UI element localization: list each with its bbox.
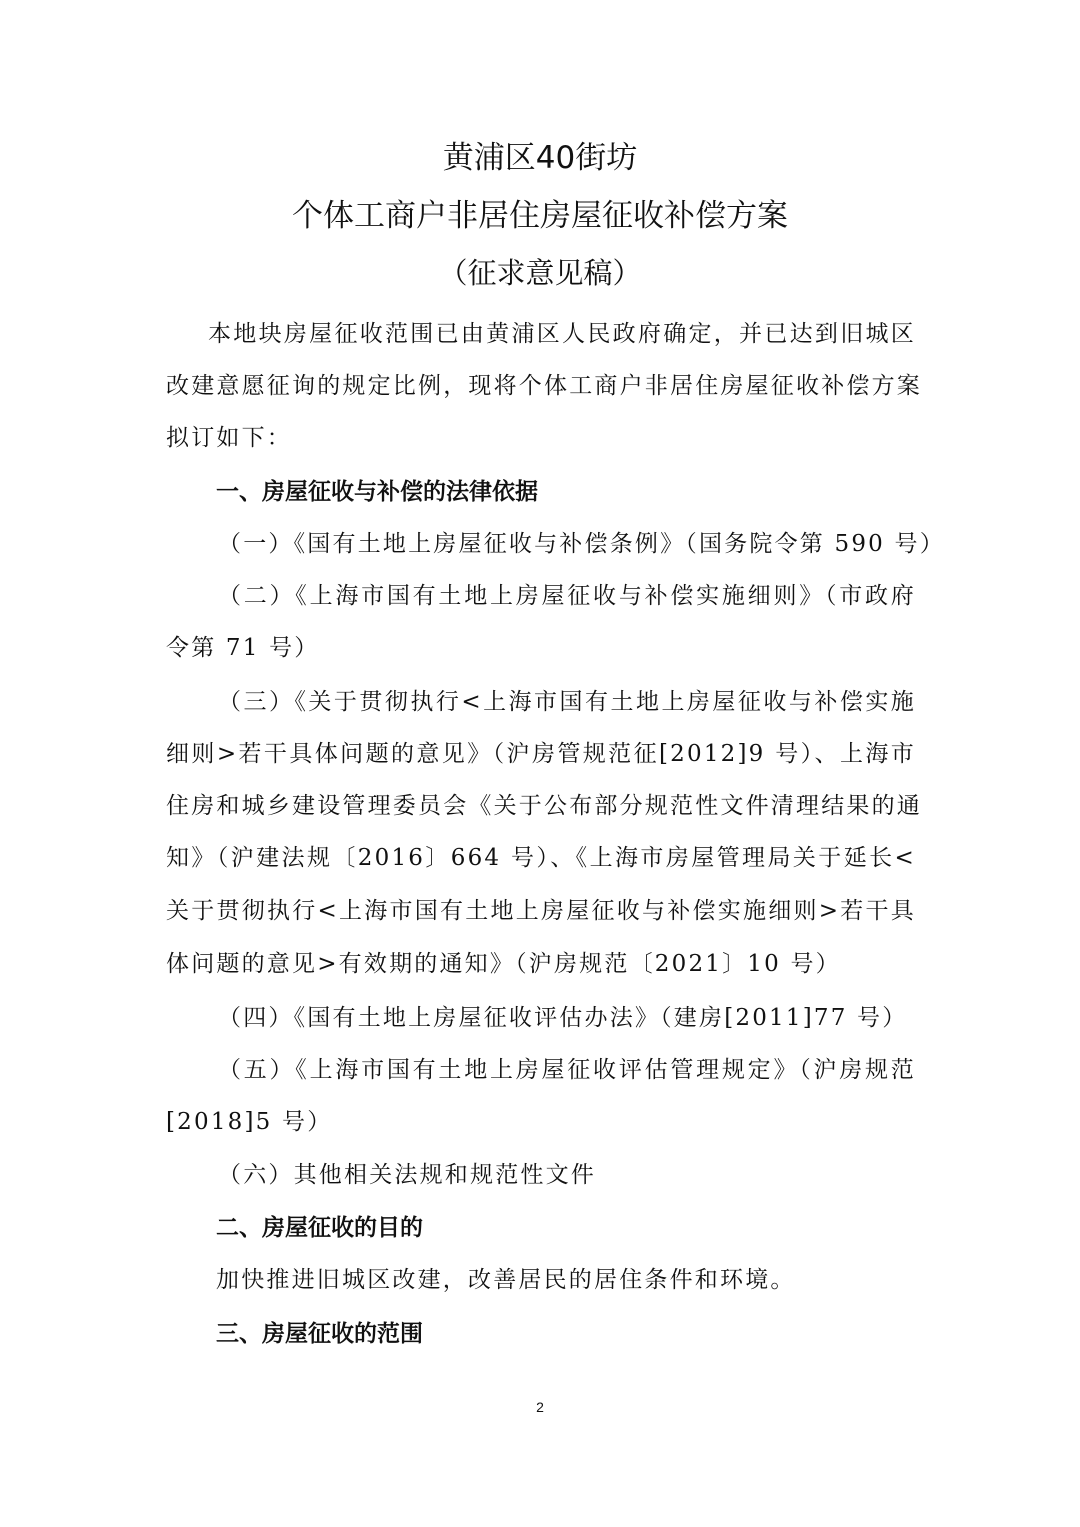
law-item-2-line-1: （二）《上海市国有土地上房屋征收与补偿实施细则》（市政府 <box>218 583 916 609</box>
intro-line-3: 拟订如下： <box>166 425 292 451</box>
intro-line-1: 本地块房屋征收范围已由黄浦区人民政府确定，并已达到旧城区 <box>208 321 916 347</box>
law-item-1: （一）《国有土地上房屋征收与补偿条例》（国务院令第 590 号） <box>218 531 945 557</box>
intro-line-2: 改建意愿征询的规定比例，现将个体工商户非居住房屋征收补偿方案 <box>166 373 922 399</box>
law-item-3-line-1: （三）《关于贯彻执行<上海市国有土地上房屋征收与补偿实施 <box>218 689 916 715</box>
law-item-6: （六）其他相关法规和规范性文件 <box>218 1162 596 1188</box>
law-item-2-line-2: 令第 71 号） <box>166 635 320 661</box>
law-item-3-line-3: 住房和城乡建设管理委员会《关于公布部分规范性文件清理结果的通 <box>166 793 922 819</box>
law-item-3-line-4: 知》（沪建法规〔2016〕664 号）、《上海市房屋管理局关于延长< <box>166 845 916 871</box>
law-item-3-line-5: 关于贯彻执行<上海市国有土地上房屋征收与补偿实施细则>若干具 <box>166 898 916 924</box>
law-item-4: （四）《国有土地上房屋征收评估办法》（建房[2011]77 号） <box>218 1005 908 1031</box>
section2-text: 加快推进旧城区改建，改善居民的居住条件和环境。 <box>216 1267 796 1293</box>
section2-heading: 二、房屋征收的目的 <box>216 1215 423 1241</box>
page-number: 2 <box>536 1399 544 1415</box>
document-title-line1: 黄浦区40街坊 <box>442 140 638 176</box>
law-item-3-line-2: 细则>若干具体问题的意见》（沪房管规范征[2012]9 号）、上海市 <box>166 741 916 767</box>
section1-heading: 一、房屋征收与补偿的法律依据 <box>216 479 538 505</box>
document-title-draft-note: （征求意见稿） <box>438 256 642 290</box>
law-item-5-line-1: （五）《上海市国有土地上房屋征收评估管理规定》（沪房规范 <box>218 1057 916 1083</box>
law-item-3-line-6: 体问题的意见>有效期的通知》（沪房规范〔2021〕10 号） <box>166 951 841 977</box>
law-item-5-line-2: [2018]5 号） <box>166 1109 333 1135</box>
document-title-line2: 个体工商户非居住房屋征收补偿方案 <box>292 198 788 234</box>
section3-heading: 三、房屋征收的范围 <box>216 1321 423 1347</box>
